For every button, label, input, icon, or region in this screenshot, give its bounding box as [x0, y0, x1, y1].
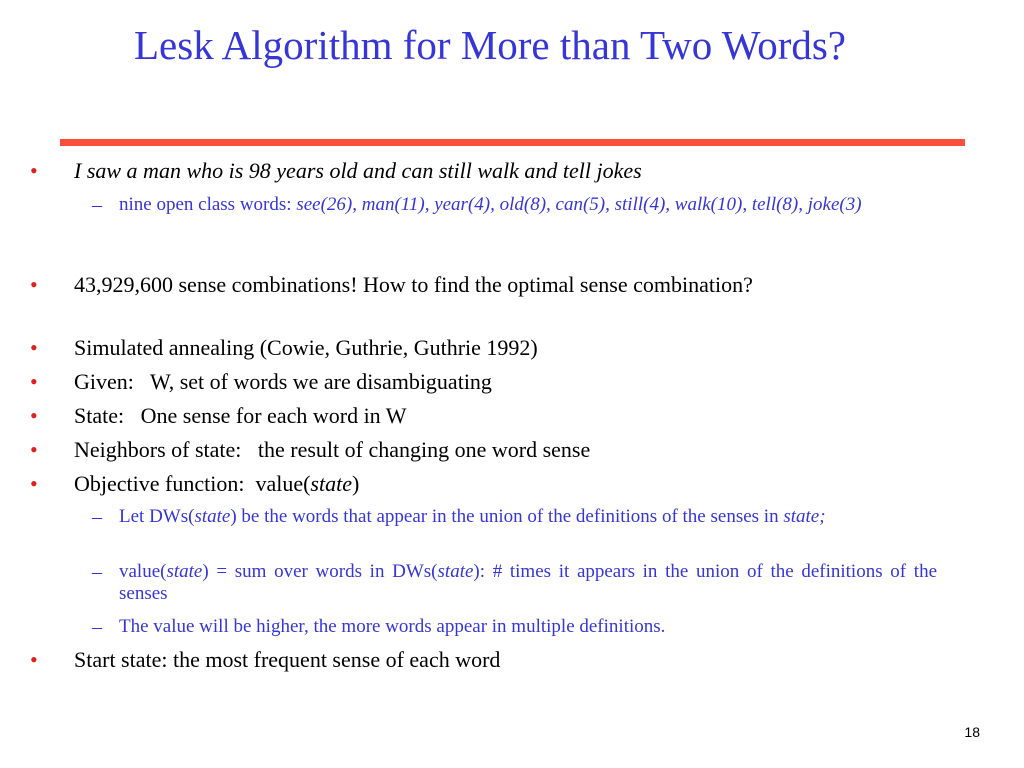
page-number: 18	[964, 724, 980, 740]
text-span: ) be the words that appear in the union of the definitions of the senses in	[230, 506, 784, 527]
sub-bullet-text	[119, 561, 937, 605]
text-span: ) = sum over words in DWs(	[202, 561, 438, 582]
sub-bullet-marker: –	[92, 194, 102, 216]
bullet-marker: •	[30, 471, 38, 496]
bullet-text: Simulated annealing (Cowie, Guthrie, Guthrie 1992)	[74, 335, 538, 360]
bullet-marker: •	[30, 272, 38, 297]
bullet-text: I saw a man who is 98 years old and can still walk and tell jokes	[74, 158, 642, 183]
italic-span: state	[194, 506, 231, 527]
bullet-text: Given: W, set of words we are disambiguating	[74, 369, 492, 394]
sub-bullet-text	[119, 506, 937, 528]
italic-span: state	[166, 561, 203, 582]
text-span: Let DWs(	[119, 506, 195, 527]
sub-bullet-text: The value will be higher, the more words appear in multiple definitions.	[119, 616, 666, 637]
bullet-marker: •	[30, 369, 38, 394]
sub-bullet-marker: –	[92, 506, 102, 528]
bullet-text: State: One sense for each word in W	[74, 403, 407, 428]
text-span: Objective function: value(	[74, 471, 311, 496]
italic-span: state	[310, 471, 352, 496]
sub-bullet-marker: –	[92, 616, 102, 638]
sub-bullet-marker: –	[92, 561, 102, 583]
italic-span: see(26), man(11), year(4), old(8), can(5), still(4), walk(10), tell(8), joke(3)	[296, 194, 862, 215]
slide-title: Lesk Algorithm for More than Two Words?	[134, 22, 846, 68]
bullet-marker: •	[30, 403, 38, 428]
text-span: )	[351, 471, 360, 496]
text-span: nine open class words:	[119, 194, 297, 215]
bullet-marker: •	[30, 437, 38, 462]
text-span: value(	[119, 561, 167, 582]
sub-bullet-text	[119, 194, 937, 216]
bullet-text: Start state: the most frequent sense of each word	[74, 647, 501, 672]
text-span: ): # times it appears in the union of the definitions of the senses	[119, 561, 937, 604]
bullet-text: 43,929,600 sense combinations! How to find the optimal sense combination?	[74, 272, 753, 297]
bullet-marker: •	[30, 158, 38, 183]
italic-span: state	[437, 561, 474, 582]
bullet-marker: •	[30, 335, 38, 360]
title-divider	[60, 139, 965, 146]
bullet-text	[74, 471, 937, 497]
bullet-text: Neighbors of state: the result of changing one word sense	[74, 437, 591, 462]
italic-span: state;	[783, 506, 826, 527]
bullet-marker: •	[30, 647, 38, 672]
